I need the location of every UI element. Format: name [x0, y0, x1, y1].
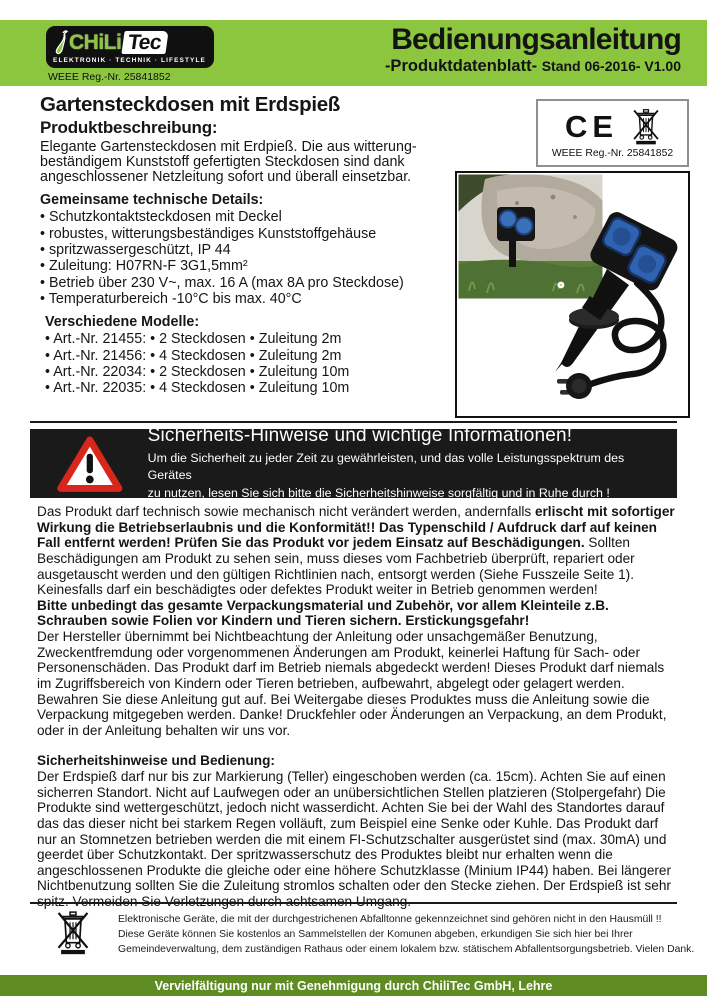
header-title-block: [385, 25, 681, 76]
certification-icons: [565, 108, 660, 145]
safety-banner-text: [148, 425, 669, 501]
safety-paragraph-3: Der Hersteller übernimmt bei Nichtbeachtung der Anleitung oder unsachgemäßer Benutzung, Zweckentfremdung oder vorgenommenen Änderungen am Produkt, keinerlei Haftung für Sach- oder Personenschäden. Das Produkt darf im Betrieb niemals abgedeckt werden! Dieses Produkt darf niemals im Zugriffsbereich von Kindern oder Tieren betrieben, aufbewahrt, abgelegt oder gelagert werden.: [37, 629, 665, 691]
models-list: [45, 331, 454, 396]
model-item: • Art.-Nr. 21455: • 2 Steckdosen • Zuleitung 2m: [45, 331, 454, 347]
certification-weee-number: WEEE Reg.-Nr. 25841852: [551, 147, 674, 159]
chili-pepper-icon: [52, 29, 69, 55]
document-title: Bedienungsanleitung: [391, 23, 681, 56]
copyright-bar: [0, 975, 707, 996]
detail-item: • Schutzkontaktsteckdosen mit Deckel: [40, 209, 454, 225]
detail-item: • spritzwassergeschützt, IP 44: [40, 242, 454, 258]
copyright-text: Vervielfältigung nur mit Genehmigung durch ChiliTec GmbH, Lehre: [154, 978, 553, 993]
weee-registration-number: WEEE Reg.-Nr. 25841852: [48, 71, 171, 83]
disposal-line3: Gemeindeverwaltung, dem zuständigen Rathaus oder einem lokalem bzw. stätischem Abfallentsorgungsbetrieb. Vielen Dank.: [118, 944, 695, 956]
safety-p1-bold: erlischt mit sofortiger Wirkung die Betriebserlaubnis und die Konformität!! Das Typenschild / Aufdruck darf auf keinen Fall entfernt werden! Prüfen Sie das Produkt vor jedem Einsatz auf Beschädigungen.: [37, 504, 675, 551]
product-photo: [455, 171, 690, 418]
warning-triangle-icon: [54, 433, 126, 494]
safety-banner-subtitle: [148, 450, 669, 501]
product-description: [40, 140, 454, 185]
safety-p1-normal2: Sollten Beschädigungen am Produkt zu sehen sein, muss dieses vom Fachbetrieb überprüft, repariert oder ausgetauscht werden und den gültigen Richtlinien nach, entsorgt werden (Siehe Fusszeile Seite 1). Keinesfalls darf ein beschädigtes oder defektes Produkt weiter in Betrieb genommen werden!: [37, 535, 635, 598]
safety-banner-line1: Um die Sicherheit zu jeder Zeit zu gewährleisten, und das volle Leistungsspektrum des Gerätes: [147, 451, 625, 483]
brand-tec-text: Tec: [122, 31, 169, 54]
chilitec-logo: [46, 26, 214, 68]
technical-details-list: [40, 209, 454, 307]
subtitle-version: Stand 06-2016- V1.00: [541, 57, 681, 74]
safety-text-block: [37, 504, 675, 910]
detail-item: • Zuleitung: H07RN-F 3G1,5mm²: [40, 258, 454, 274]
document-subtitle: [385, 57, 681, 76]
detail-item: • Temperaturbereich -10°C bis max. 40°C: [40, 291, 454, 307]
safety-banner-title: Sicherheits-Hinweise und wichtige Informationen!: [147, 425, 573, 447]
model-item: • Art.-Nr. 21456: • 4 Steckdosen • Zuleitung 2m: [45, 348, 454, 364]
safety-p1-normal1: Das Produkt darf technisch sowie mechanisch nicht verändert werden, andernfalls: [37, 504, 535, 519]
safety-paragraph-1: [37, 504, 675, 598]
product-photo-illustration: [457, 173, 688, 416]
description-heading: Produktbeschreibung:: [40, 118, 218, 137]
disposal-line2: Diese Geräte können Sie kostenlos an Sammelstellen der Komunen abgeben, erkundigen Sie sich hier bei Ihrer: [118, 929, 633, 941]
inset-garden-photo: [457, 173, 604, 300]
weee-crossed-bin-icon: [632, 108, 660, 145]
models-section: [45, 314, 454, 396]
models-heading: Verschiedene Modelle:: [45, 314, 200, 331]
logo-row: [52, 29, 207, 55]
page-title: Gartensteckdosen mit Erdspieß: [40, 93, 341, 116]
disposal-line1: Elektronische Geräte, die mit der durchgestrichenen Abfalltonne gekennzeichnet sind gehören nicht in den Hausmüll !!: [118, 914, 662, 925]
description-line: Elegante Gartensteckdosen mit Erdpieß. Die aus witterung-: [40, 139, 417, 155]
subtitle-main: -Produktdatenblatt-: [384, 56, 538, 75]
details-heading: Gemeinsame technische Details:: [40, 192, 264, 209]
description-line: beständigem Kunststoff gefertigten Steckdosen sind dank: [40, 154, 405, 171]
weee-crossed-bin-icon: [56, 910, 90, 955]
description-line: angeschlossener Netzleitung sofort und überall einsetzbar.: [40, 169, 412, 186]
divider-line: [30, 421, 677, 423]
brand-wordmark: [69, 31, 167, 54]
safety-paragraph-4: Bewahren Sie diese Anleitung gut auf. Bei Weitergabe dieses Produktes muss die Anleitung sowie die Verpackung mitgegeben werden. Danke! Druckfehler oder Änderungen an Verpackung, an dem Produkt, oder in der Anleitung behalten wir uns vor.: [37, 691, 667, 738]
disposal-notice: [56, 910, 694, 957]
usage-heading: Sicherheitshinweise und Bedienung:: [37, 753, 275, 769]
brand-chili-text: CHiLi: [69, 30, 122, 54]
detail-item: • robustes, witterungsbeständiges Kunststoffgehäuse: [40, 226, 454, 242]
header-bar: [0, 20, 707, 86]
disposal-text: [118, 910, 694, 957]
ce-mark-icon: CE: [564, 108, 619, 144]
model-item: • Art.-Nr. 22035: • 4 Steckdosen • Zuleitung 10m: [45, 380, 454, 396]
usage-paragraph: Der Erdspieß darf nur bis zur Markierung (Teller) eingeschoben werden (ca. 15cm). Achten Sie auf einen sicherren Standort. Nicht auf Laufwegen oder an unübersichtlichen Stellen platzieren (Stolpergefahr) Die Produkte sind wettergeschützt, jedoch nicht wasserdicht. Achten Sie bei der Wahl des Standortes darauf das das dieser nicht bei starkem Regen volläuft, zum Beispiel eine Senke oder Kuhle. Das Produkt darf nur an Stomnetzen betrieben werden die mit einem FI-Schutzschalter ausgerüstet sind (max. 30mA) und geerdet über Schutzkontakt. Der spritzwasserschutz des Produktes bleibt nur erhalten wenn die angeschlossenen Produkte die gleiche oder eine höhere Schutzklasse (Minium IP44) haben. Bei längerer Nichtbenutzung sollten Sie die Zuleitung stromlos schalten oder den Stecke ziehen. Der Erdspieß ist sehr spitz. Vermeiden Sie Verletzungen durch achtsamen Umgang.: [37, 769, 672, 909]
divider-line: [30, 902, 677, 904]
logo-tagline: ELEKTRONIK · TECHNIK · LIFESTYLE: [53, 57, 206, 64]
safety-banner-line2: zu nutzen, lesen Sie sich bitte die Sicherheitshinweise sorgfältig und in Ruhe durch !: [147, 485, 610, 500]
model-item: • Art.-Nr. 22034: • 2 Steckdosen • Zuleitung 10m: [45, 364, 454, 380]
safety-banner: [30, 425, 677, 500]
certification-box: [536, 99, 689, 167]
product-info-column: [40, 118, 454, 396]
safety-paragraph-2: Bitte unbedingt das gesamte Verpackungsmaterial und Zubehör, vor allem Kleinteile z.B. Schrauben sowie Folien vor Kindern und Tieren sichern. Erstickungsgefahr!: [37, 597, 609, 629]
detail-item: • Betrieb über 230 V~, max. 16 A (max 8A pro Steckdose): [40, 275, 454, 291]
